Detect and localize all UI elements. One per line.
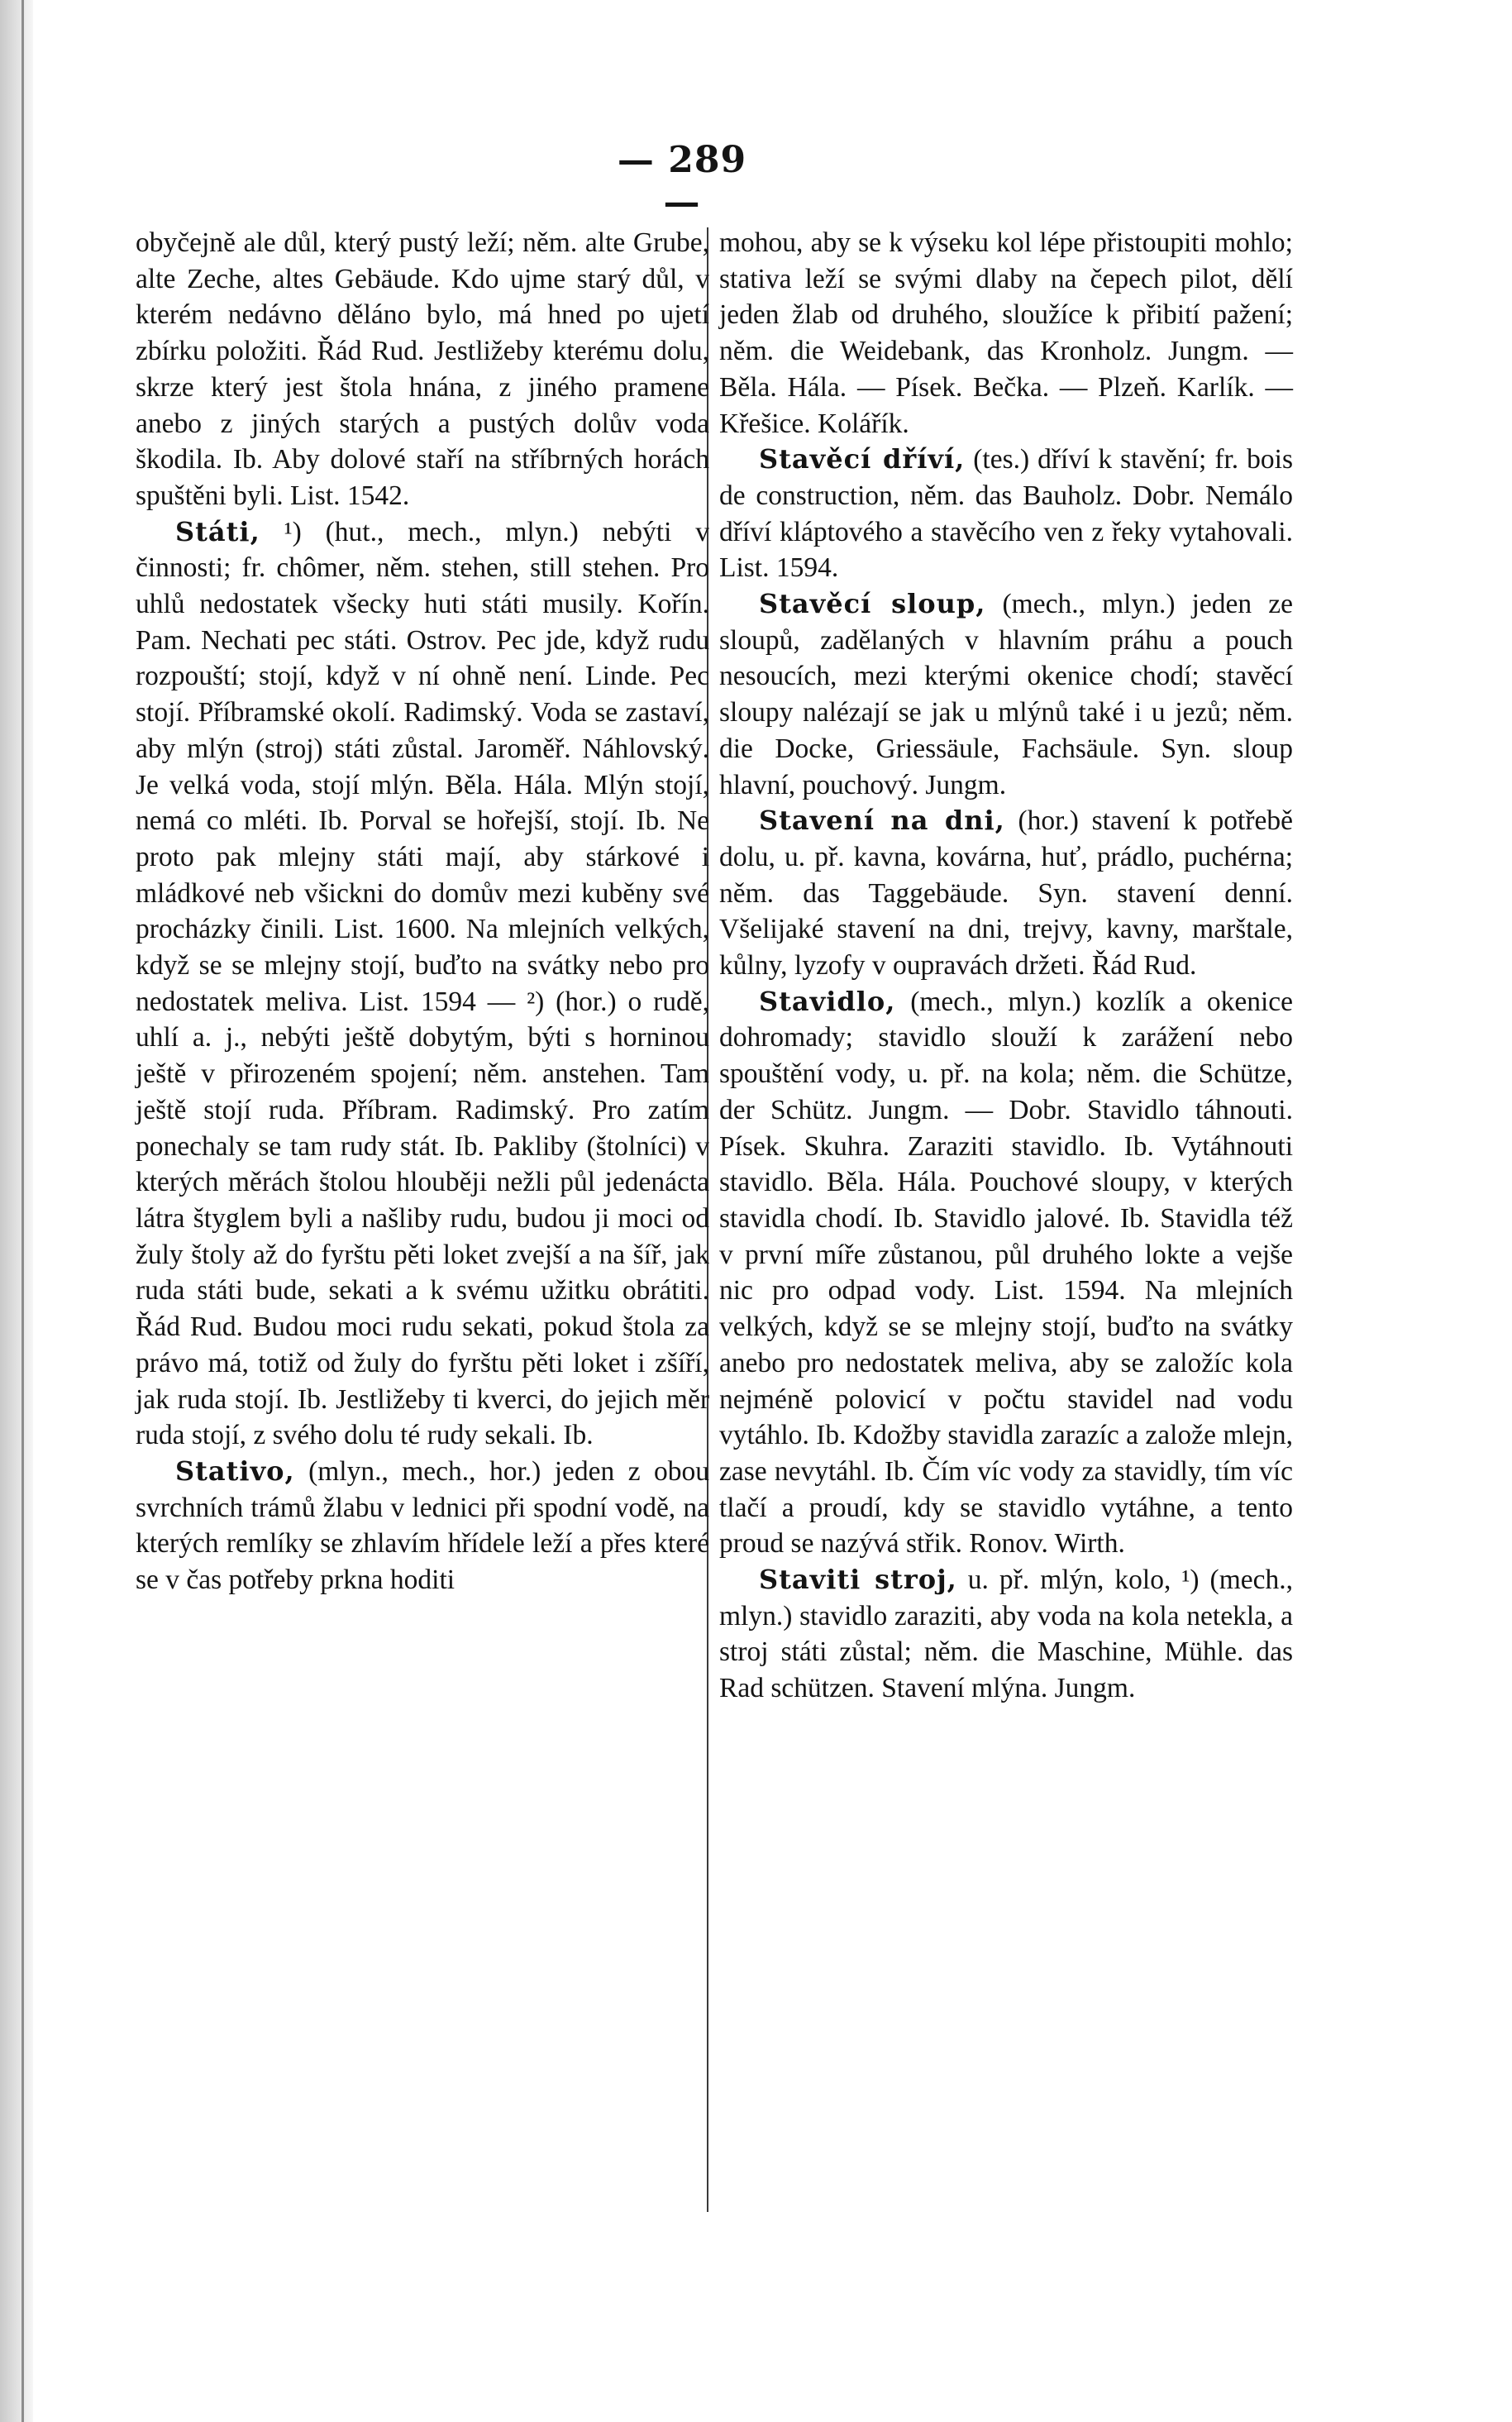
entry-stavecí-sloup [719,586,1293,803]
entry-staviti-stroj [719,1562,1293,1707]
entry-stavidlo-body: (mech., mlyn.) kozlík a okenice dohromady; stavidlo slouží k zarážení nebo spouštění vody, u. př. na kola; něm. die Schütze, der Schütz. Jungm. — Dobr. Stavidlo táhnouti. Písek. Skuhra. Zaraziti stavidlo. Ib. Vytáhnouti stavidlo. Běla. Hála. Pouchové sloupy, v kterých stavidla chodí. Ib. Stavidlo jalové. Ib. Stavidla též v první míře zůstanou, půl druhého lokte a vejše nic pro odpad vody. List. 1594. Na mlejních velkých, když se se mlejny stojí, buďto na svátky anebo pro nedostatek meliva, aby se založíc kola nejméně polovicí v počtu stavidel nad vodu vytáhlo. Ib. Kdožby stavidla zarazíc a založe mlejn, zase nevytáhl. Ib. Čím víc vody za stavidly, tím víc tlačí a proudí, kdy se stavidlo vytáhne, a tento proud se nazývá střik. Ronov. Wirth. [719,986,1293,1560]
headword-stavidlo: Stavidlo, [759,985,896,1017]
right-column [719,225,1293,1707]
headword-stavecí-sloup: Stavěcí sloup, [759,588,986,620]
left-column [136,225,709,1598]
entry-stati-body: ¹) (hut., mech., mlyn.) nebýti v činnosti; fr. chômer, něm. stehen, still stehen. Pro uhlů nedostatek všecky huti státi musily. Kořín. Pam. Nechati pec státi. Ostrov. Pec jde, když rudu rozpouští; stojí, když v ní ohně není. Linde. Pec stojí. Příbramské okolí. Radimský. Voda se zastaví, aby mlýn (stroj) státi zůstal. Jaroměř. Náhlovský. Je velká voda, stojí mlýn. Běla. Hála. Mlýn stojí, nemá co mléti. Ib. Porval se hořejší, stojí. Ib. Ne proto pak mlejny státi mají, aby stárkové i mládkové neb všickni do domův mezi kuběny své procházky činili. List. 1600. Na mlejních velkých, když se se mlejny stojí, buďto na svátky nebo pro nedostatek meliva. List. 1594 — ²) (hor.) o rudě, uhlí a. j., nebýti ještě dobytým, býti s horninou ještě v přirozeném spojení; něm. anstehen. Tam ještě stojí ruda. Příbram. Radimský. Pro zatím ponechaly se tam rudy stát. Ib. Pakliby (štolníci) v kterých měrách štolou hlouběji nežli půl jedenácta látra štyglem byli a našliby rudu, budou ji moci od žuly štoly až do fyrštu pěti loket zvejší a na šíř, jak ruda státi bude, sekati a k svému užitku obrátiti. Řád Rud. Budou moci rudu sekati, pokud štola za právo má, totiž od žuly do fyrštu pěti loket i zšíří, jak ruda stojí. Ib. Jestližeby ti kverci, do jejich měr ruda stojí, z svého dolu té rudy sekali. Ib. [136,516,709,1451]
paragraph-continuation: obyčejně ale důl, který pustý leží; něm. alte Grube, alte Zeche, altes Gebäude. Kdo ujme starý důl, v kterém nedávno děláno bylo, má hned po ujetí zbírku položiti. Řád Rud. Jestližeby kterému dolu, skrze který jest štola hnána, z jiného pramene anebo z jiných starých a pustých dolův voda škodila. Ib. Aby dolové staří na stříbrných horách spuštěni byli. List. 1542. [136,227,709,511]
entry-stavecí-sloup-body: (mech., mlyn.) jeden ze sloupů, zadělaných v hlavním práhu a pouch nesoucích, mezi kterými okenice chodí; stavěcí sloupy nalézají se jak u mlýnů také i u jezů; něm. die Docke, Griessäule, Fachsäule. Syn. sloup hlavní, pouchový. Jungm. [719,589,1293,800]
scan-left-margin [0,0,33,2422]
headword-stavecí-drivi: Stavěcí dříví, [759,443,966,475]
entry-staviti-stroj-body: u. př. mlýn, kolo, ¹) (mech., mlyn.) stavidlo zaraziti, aby voda na kola netekla, a stroj státi zůstal; něm. die Maschine, Mühle. das Rad schützen. Stavení mlýna. Jungm. [719,1565,1293,1704]
entry-stavidlo [719,984,1293,1562]
headword-staviti-stroj: Staviti stroj, [759,1564,957,1596]
headword-stativo: Stativo, [175,1455,295,1487]
entry-staveni-na-dni-body: (hor.) stavení k potřebě dolu, u. př. kavna, kovárna, huť, prádlo, puchérna; něm. das Taggebäude. Syn. stavení denní. Všelijaké stavení na dni, trejvy, kavny, marštale, kůlny, lyzofy v oupravách držeti. Řád Rud. [719,805,1293,982]
entry-stativo-body: (mlyn., mech., hor.) jeden z obou svrchních trámů žlabu v lednici při spodní vodě, na kterých remlíky se zhlavím hřídele leží a přes které se v čas potřeby prkna hoditi [136,1455,709,1596]
entry-stati [136,514,709,1454]
headword-stati: Státi, [175,515,260,547]
paragraph-continuation: mohou, aby se k výseku kol lépe přistoupiti mohlo; stativa leží se svými dlaby na čepech pilot, dělí jeden žlab od druhého, sloužíce k přibití pažení; něm. die Weidebank, das Kronholz. Jungm. — Běla. Hála. — Písek. Bečka. — Plzeň. Karlík. — Křešice. Kolářík. [719,227,1293,439]
scan-binding-edge [21,0,24,2422]
page-number: — 289 — [617,139,747,223]
entry-staveni-na-dni [719,803,1293,984]
entry-stavecí-drivi-body: (tes.) dříví k stavění; fr. bois de construction, něm. das Bauholz. Dobr. Nemálo dříví kláptového a stavěcího ven z řeky vytahovali. List. 1594. [719,444,1293,584]
entry-stativo [136,1454,709,1598]
headword-staveni-na-dni: Stavení na dni, [759,805,1005,837]
entry-stavecí-drivi [719,442,1293,586]
